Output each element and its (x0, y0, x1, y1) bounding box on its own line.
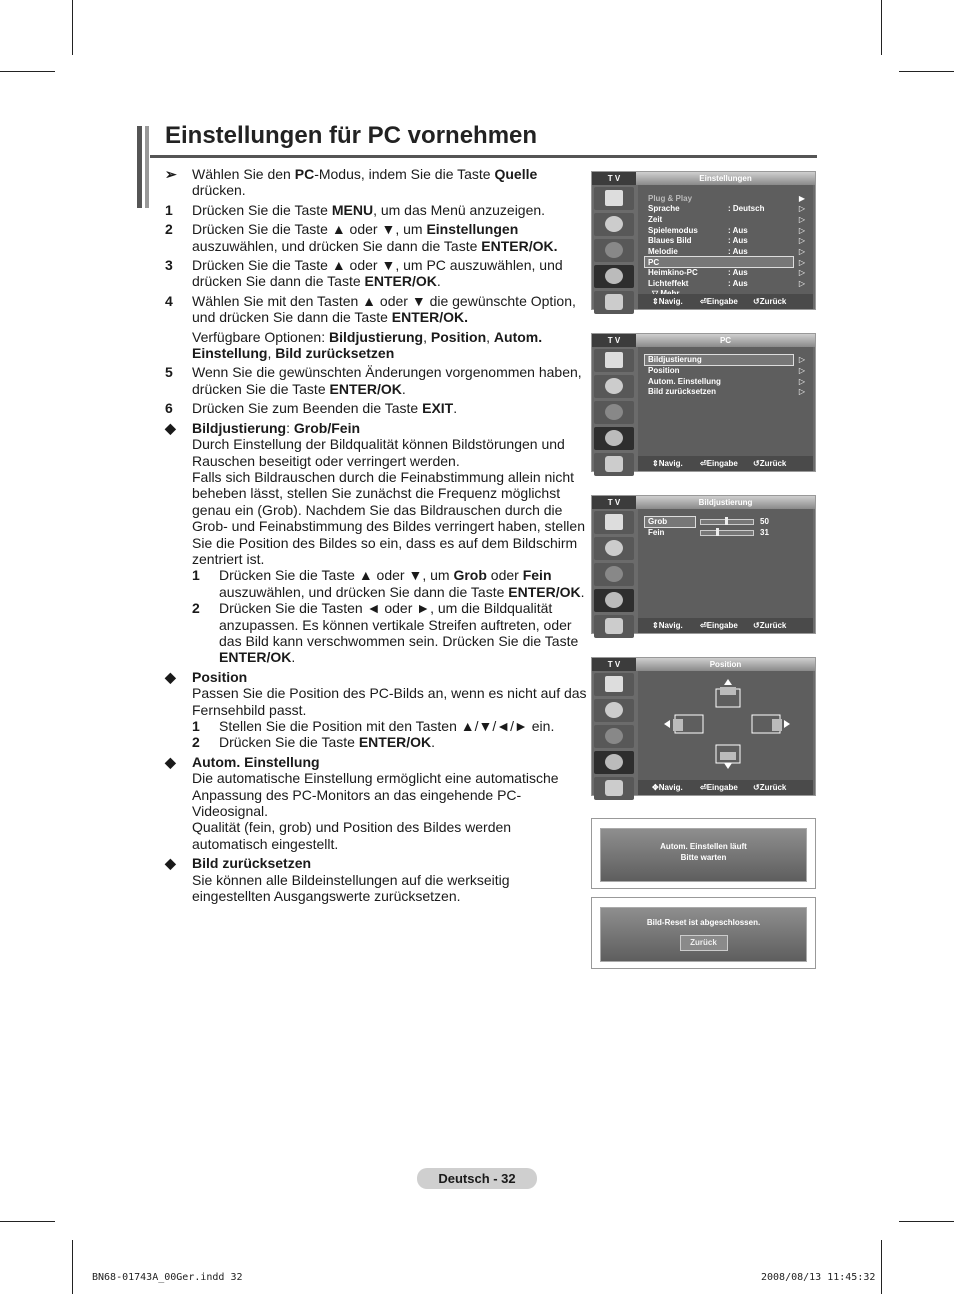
instruction-text (165, 166, 590, 904)
title-rule (150, 155, 817, 158)
crop-mark (899, 1221, 954, 1222)
options-row: Verfügbare Optionen: Bildjustierung, Position, Autom. Einstellung, Bild zurücksetzen (192, 328, 543, 362)
osd-screen-pc: T V PC Bildjustierung Position Autom. Einstellung Bild zurücksetzen ▷ ▷ ▷ ▷ ⇕ Navig. ⏎ Eingabe ↺ Zurück (591, 333, 816, 472)
osd-screen-einstellungen: T V Einstellungen Plug & Play Sprache : Deutsch Zeit Spielemodus : Aus Blaues Bild : Aus Melodie : Aus PC Heimkino-PC : Aus Lichteffekt : Aus ▶ ▷ ▷ ▷ ▷ ▷ ▷ ▷ ▷ ⇕ Navig. ⏎ Eingabe ↺ Zurück (591, 171, 816, 310)
arrow-icon: ➢ (165, 166, 177, 182)
page-number-badge: Deutsch - 32 (417, 1168, 537, 1189)
position-diagram (638, 671, 813, 795)
diamond-icon: ◆ (165, 668, 176, 685)
bildjustierung-section: ◆ Bildjustierung: Grob/Fein Durch Einstellung der Bildqualität können Bildstörungen und Rauschen beseitigt oder verringert werden. Falls sich Bildrauschen durch die Feinabstimmung allein nicht beheben lässt, stellen Sie zunächst die Frequenz möglichst genau ein (Grob). Nachdem Sie das Bildrauschen durch die Grob- und Feinabstimmung des Bildes verringert haben, stellen Sie die Position des Bildes so ein, dass es auf dem Bildschirm zentriert ist. (165, 419, 585, 567)
grob-slider[interactable] (700, 519, 754, 525)
step-3: 3 Drücken Sie die Taste ▲ oder ▼, um PC auszuwählen, und drücken Sie dann die Taste ENTER/OK. (165, 257, 563, 290)
crop-mark (881, 1240, 882, 1294)
crop-mark (0, 71, 55, 72)
title-bar-decoration (145, 126, 149, 208)
intro-row: ➢ Wählen Sie den PC-Modus, indem Sie die Taste Quelle drücken. (165, 166, 538, 199)
step-1: 1 Drücken Sie die Taste MENU, um das Menü anzuzeigen. (165, 201, 546, 218)
osd-sidebar (592, 185, 636, 309)
dialog-autom-einstellung: Autom. Einstellen läuft Bitte warten (591, 818, 816, 889)
reset-section: ◆ Bild zurücksetzen Sie können alle Bildeinstellungen auf die werkseitig eingestellten Ausgangswerte zurücksetzen. (165, 855, 510, 905)
diamond-icon: ◆ (165, 419, 176, 436)
title-bar-decoration (137, 126, 142, 208)
step-6: 6 Drücken Sie zum Beenden die Taste EXIT. (165, 400, 458, 417)
diamond-icon: ◆ (165, 753, 176, 770)
footer-filename: BN68-01743A_00Ger.indd 32 (92, 1272, 243, 1283)
step-2: 2 Drücken Sie die Taste ▲ oder ▼, um Einstellungen auszuwählen, und drücken Sie dann die Taste ENTER/OK. (165, 221, 558, 254)
step-5: 5 Wenn Sie die gewünschten Änderungen vorgenommen haben, drücken Sie die Taste ENTER/OK. (165, 364, 582, 397)
crop-mark (72, 0, 73, 55)
position-substep-1: 1 Stellen Sie die Position mit den Tasten ▲/▼/◄/► ein. (192, 718, 555, 734)
position-section: ◆ Position Passen Sie die Position des PC-Bilds an, wenn es nicht auf das Fernsehbild passt. (165, 668, 587, 718)
crop-mark (899, 71, 954, 72)
autom-section: ◆ Autom. Einstellung Die automatische Einstellung ermöglicht eine automatische Anpassung des PC-Monitors an das eingehende PC-Videosignal. Qualität (fein, grob) und Position des Bildes werden automatisch eingestellt. (165, 753, 559, 852)
position-substep-2: 2 Drücken Sie die Taste ENTER/OK. (192, 734, 436, 751)
crop-mark (72, 1240, 73, 1294)
zurueck-button[interactable]: Zurück (680, 935, 728, 951)
crop-mark (0, 1221, 55, 1222)
osd-footer: ⇕ Navig. ⏎ Eingabe ↺ Zurück (638, 294, 813, 309)
step-4: 4 Wählen Sie mit den Tasten ▲ oder ▼ die gewünschte Option, und drücken Sie dann die Taste ENTER/OK. (165, 292, 576, 326)
dialog-bild-reset: Bild-Reset ist abgeschlossen. Zurück (591, 897, 816, 969)
footer-timestamp: 2008/08/13 11:45:32 (761, 1272, 876, 1283)
crop-mark (881, 0, 882, 55)
diamond-icon: ◆ (165, 855, 176, 872)
bild-substep-2: 2 Drücken Sie die Tasten ◄ oder ►, um die Bildqualität anzupassen. Es können vertikale Streifen auftreten, oder das Bild kann verschwommen sein. Drücken Sie die Taste ENTER/OK. (192, 600, 579, 666)
fein-slider[interactable] (700, 530, 754, 536)
bild-substep-1: 1 Drücken Sie die Taste ▲ oder ▼, um Grob oder Fein auszuwählen, und drücken Sie dann die Taste ENTER/OK. (192, 567, 585, 600)
osd-screen-position: T V Position ✥ Navig. ⏎ Eingabe ↺ Zurück (591, 657, 816, 796)
page-title: Einstellungen für PC vornehmen (165, 122, 538, 149)
osd-screen-bildjustierung: T V Bildjustierung Grob Fein 50 31 ⇕ Navig. ⏎ Eingabe ↺ Zurück (591, 495, 816, 634)
